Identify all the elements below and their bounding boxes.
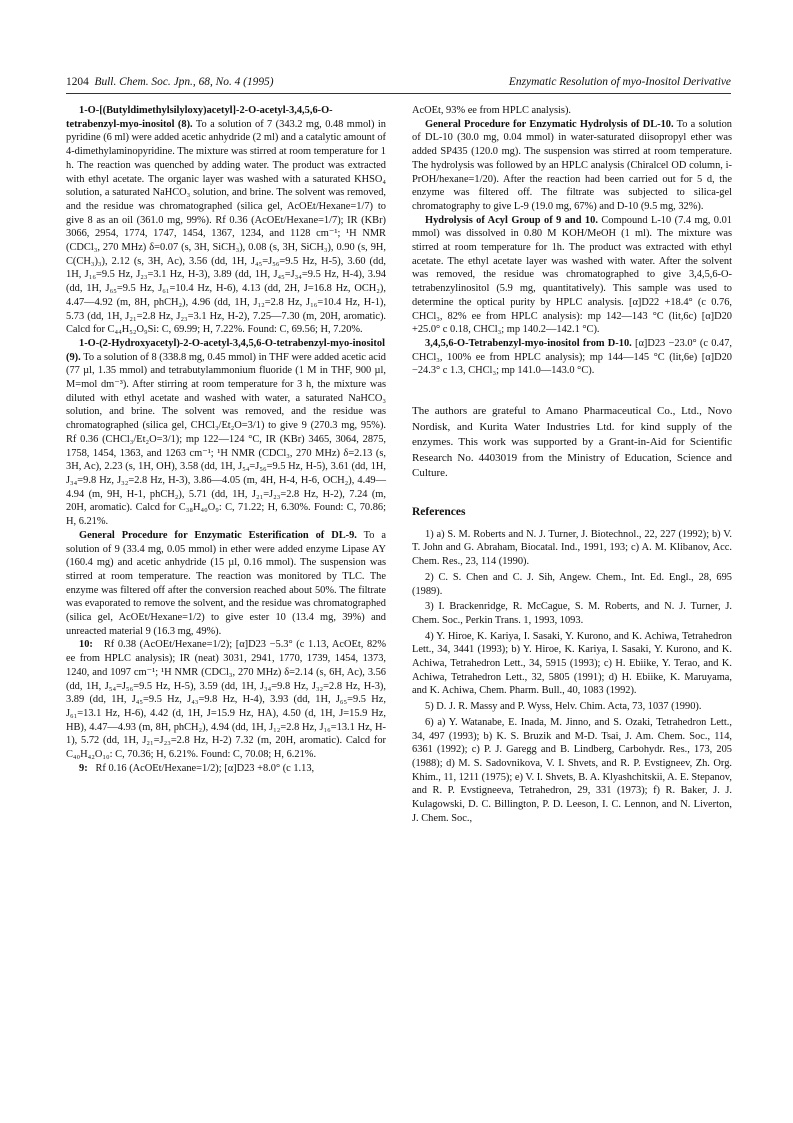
reference-item: 6) a) Y. Watanabe, E. Inada, M. Jinno, and S. Ozaki, Tetrahedron Lett., 34, 497 (1993); b) K. S. Bruzik and M-D. Tsai, J. Am. Chem. Soc., 114, 6361 (1992); c) P. J. Garegg and B. Lindberg, Carbohydr. Res., 173, 205 (1988); d) M. S. Sadovnikova, V. I. Shvets, and R. P. Evstigneev, Zh. Org. Khim., 11, 1211 (1975); e) V. I. Shvets, B. A. Klyashchitskii, A. E. Stepanov, and R. P. Evstigneeva, Tetrahedron, 29, 331 (1973); f) R. Baker, J. J. Kulagowski, D. C. Billington, P. D. Leeson, I. C. Lennon, and N. Liverton, J. Chem. Soc., — [412, 716, 732, 824]
reference-item: 5) D. J. R. Massy and P. Wyss, Helv. Chim. Acta, 73, 1037 (1990). — [425, 701, 702, 713]
paragraph-esterification — [66, 529, 386, 639]
body-compound-9: To a solution of 8 (338.8 mg, 0.45 mmol) in THF were added acetic acid (77 µl, 1.35 mmol) and tetrabutylammonium fluoride (1 M in THF, 900 µl, M=mol dm⁻³). After stirring at room temperature for 3 h, the mixture was diluted with ethyl acetate and washed with water, a saturated NaHCO₃ solution, and brine. The solvent was removed, and the residue was chromatographed (silica gel, CHCl₃/Et₂O=3/1) to give 9 (270.3 mg, 95%). Rf 0.36 (CHCl₃/Et₂O=3/1); mp 122—124 °C, IR (KBr) 3465, 3064, 2875, 1758, 1454, 1363, and 1263 cm⁻¹; ¹H NMR (CDCl₃, 270 MHz) δ=2.13 (s, 3H, Ac), 2.23 (s, 1H, OH), 3.58 (dd, 1H, J₅₄=J₅₆=9.5 Hz, H-5), 3.61 (dd, 1H, J₃₄=9.8 Hz, J₃₂=2.8 Hz, H-3), 3.86—4.05 (m, 4H, H-4, H-6, OCH₂), 4.49—4.94 (m, 9H, H-1, phCH₂), 5.71 (dd, 1H, J₂₁=J₂₃=2.8 Hz, H-2), 7.24 (m, 20H, aromatic). Calcd for C₃₈H₄₀O₉: C, 71.22; H, 6.30%. Found: C, 70.86; H, 6.21%. — [66, 351, 386, 528]
body-tetrabenzyl: [α]D23 −23.0° (c 0.47, CHCl₃, 100% ee from HPLC analysis); mp 144—145 °C (lit,6e) [α]D20 −24.3° c 1.3, CHCl₃; mp 141.0—143.0 °C). — [412, 337, 732, 377]
paragraph-compound-9 — [66, 337, 386, 529]
body-compound-8: To a solution of 7 (343.2 mg, 0.48 mmol) in pyridine (6 ml) were added acetic anhydride (2 ml) and a catalytic amount of 4-dimethylaminopyridine. The mixture was stirred at room temperature for 1 h. The reaction was quenched by adding water. The product was extracted with ethyl acetate. The organic layer was washed with a saturated KHSO₄ solution, a saturated NaHCO₃ solution, and brine. The solvent was removed, and the residue was chromatographed (silica gel, AcOEt/Hexane=1/7) to give 8 as an oil (361.0 mg, 99%). Rf 0.36 (AcOEt/Hexane=1/7); IR (KBr) 3066, 2954, 1774, 1747, 1454, 1367, 1234, and 1128 cm⁻¹; ¹H NMR (CDCl₃, 270 MHz) δ=0.07 (s, 3H, SiCH₃), 0.08 (s, 3H, SiCH₃), 0.90 (s, 9H, C(CH₃)₃), 2.12 (s, 3H, Ac), 3.56 (dd, 1H, J₄₅=J₅₆=9.5 Hz, H-5), 3.60 (dd, 1H, J₁₆=9.5 Hz, J₂₃=3.1 Hz, H-3), 3.89 (dd, 1H, J₄₅=J₃₄=9.5 Hz, H-4), 3.94 (dd, 1H, J₆₅=9.5 Hz, J₆₁=10.4 Hz, H-6), 4.13 (dd, 2H, J=16.8 Hz, OCH₂), 4.47—4.92 (m, 8H, phCH₂), 4.96 (dd, 1H, J₁₂=2.8 Hz, J₁₆=10.4 Hz, H-1), 5.73 (dd, 1H, J₂₁=2.8 Hz, J₂₃=3.1 Hz, H-2), 7.25—7.30 (m, 20H, aromatic). Calcd for C₄₄H₅₂O₉Si: C, 69.99; H, 7.22%. Found: C, 69.56; H, 7.20%. — [66, 118, 386, 336]
paragraph-hydrolysis — [412, 118, 732, 214]
heading-esterification: General Procedure for Enzymatic Esterification of DL-9. — [79, 529, 357, 541]
paragraph-continuation: AcOEt, 93% ee from HPLC analysis). — [412, 105, 572, 116]
body-material-9: Rf 0.16 (AcOEt/Hexane=1/2); [α]D23 +8.0° (c 1.13, — [95, 762, 315, 774]
heading-ester-10: 10: — [79, 639, 93, 651]
reference-item: 3) I. Brackenridge, R. McCague, S. M. Roberts, and N. J. Turner, J. Chem. Soc., Perkin Trans. 1, 1993, 1093. — [412, 601, 732, 626]
body-hydrolysis: To a solution of DL-10 (30.0 mg, 0.04 mmol) in water-saturated diisopropyl ether was added SP435 (120.0 mg). The suspension was stirred at room temperature. The hydrolysis was followed by an HPLC analysis (Chiralcel OD column, i-PrOH/hexane=1/20). After the reaction had been carried out for 5 d, the enzyme was filtered off. The filtrate was subjected to silica-gel chromatography to give L-9 (19.0 mg, 67%) and D-10 (9.5 mg, 32%). — [412, 118, 733, 212]
paragraph-ester-10 — [66, 638, 386, 761]
running-header — [66, 74, 731, 90]
heading-hydrolysis: General Procedure for Enzymatic Hydrolysis of DL-10. — [425, 118, 674, 130]
body-esterification: To a solution of 9 (33.4 mg, 0.05 mmol) in ether were added enzyme Lipase AY (160.4 mg) and acetic anhydride (15 µl, 0.16 mmol). The suspension was stirred at room temperature. The reaction was monitored by TLC. The enzyme was filtered off after the conversion reached about 50%. The filtrate was evaporated to remove the solvent, and the residue was chromatographed (silica gel, AcOEt/Hexane=1/2) to give ester 10 (13.4 mg, 39%) and unreacted material 9 (16.3 mg, 49%). — [66, 529, 386, 637]
reference-item: 2) C. S. Chen and C. J. Sih, Angew. Chem., Int. Ed. Engl., 28, 695 (1989). — [412, 571, 732, 597]
reference-item: 4) Y. Hiroe, K. Kariya, I. Sasaki, Y. Kurono, and K. Achiwa, Tetrahedron Lett., 34, 3441 (1993); b) Y. Hiroe, K. Kariya, I. Sasaki, Y. Kurono, and K. Achiwa, Tetrahedron Lett., 34, 5915 (1993); c) H. Ebiike, Y. Terao, and K. Achiwa, Tetrahedron Lett., 32, 5805 (1991); d) H. Ebiike, K. Maruyama, and K. Achiwa, Chem. Pharm. Bull., 40, 1083 (1992). — [412, 630, 732, 697]
references-heading: References — [412, 506, 466, 519]
header-rule — [66, 93, 731, 94]
body-acyl-hydrolysis: Compound L-10 (7.4 mg, 0.01 mmol) was dissolved in 0.80 M KOH/MeOH (1 ml). The mixture was stirred at room temperature for 1h. The product was extracted with ethyl acetate. The ethyl acetate layer was washed with water. After the solvent was removed, the residue was chromatographed to give 3,4,5,6-O-tetrabenzylinositol (5.9 mg, quantitatively). This sample was used to determine the optical purity by HPLC analysis. [α]D22 +18.4° (c 0.76, CHCl₃, 82% ee from HPLC analysis): mp 142—143 °C (lit,6c) [α]D20 +25.0° c 0.18, CHCl₃; mp 140.2—142.1 °C). — [412, 214, 732, 336]
paragraph-compound-8 — [66, 104, 386, 337]
page-number: 1204 — [66, 76, 89, 88]
heading-tetrabenzyl: 3,4,5,6-O-Tetrabenzyl-myo-inositol from D-10. — [425, 337, 632, 349]
heading-acyl-hydrolysis: Hydrolysis of Acyl Group of 9 and 10. — [425, 214, 598, 226]
heading-compound-8: 1-O-[(Butyldimethylsilyloxy)acetyl]-2-O-acetyl-3,4,5,6-O-tetrabenzyl-myo-inositol (8). — [66, 105, 333, 130]
acknowledgment: The authors are grateful to Amano Pharmaceutical Co., Ltd., Novo Nordisk, and Kurita Water Industries Ltd. for kind supply of the enzymes. This work was supported by a Grant-in-Aid for Scientific Research No. 4403019 from the Ministry of Education, Science and Culture. — [412, 405, 732, 480]
left-column — [66, 104, 386, 775]
body-ester-10: Rf 0.38 (AcOEt/Hexane=1/2); [α]D23 −5.3° (c 1.13, AcOEt, 82% ee from HPLC analysis); IR (neat) 3031, 2941, 1770, 1739, 1454, 1373, 1240, and 1097 cm⁻¹; ¹H NMR (CDCl₃, 270 MHz) δ=2.14 (s, 6H, Ac), 3.56 (dd, 1H, J₅₄=J₅₆=9.5 Hz, H-5), 3.59 (dd, 1H, J₃₄=9.8 Hz, J₃₂=2.8 Hz, H-3), 3.89 (dd, 1H, J₄₅=9.5 Hz, J₄₃=9.8 Hz, H-4), 3.93 (dd, 1H, J₆₅=9.5 Hz, J₆₁=13.1 Hz, H-6), 4.42 (d, 1H, J=15.9 Hz, HA), 4.50 (d, 1H, J=15.9 Hz, HB), 4.47—4.93 (m, 8H, phCH₂), 4.94 (dd, 1H, J₁₂=2.8 Hz, J₁₆=13.1 Hz, H-1), 5.72 (dd, 1H, J₂₁=J₂₃=2.8 Hz, H-2) 7.32 (m, 20H, aromatic). Calcd for C₄₀H₄₂O₁₀: C, 70.36; H, 6.21%. Found: C, 70.08; H, 6.21%. — [66, 639, 387, 761]
paragraph-material-9 — [66, 762, 386, 776]
reference-item: 1) a) S. M. Roberts and N. J. Turner, J. Biotechnol., 22, 227 (1992); b) V. T. John and G. Abraham, Biocatal. Ind., 1991, 193; c) A. M. Klibanov, Acc. Chem. Res., 23, 114 (1990). — [412, 528, 732, 568]
journal-citation: Bull. Chem. Soc. Jpn., 68, No. 4 (1995) — [94, 76, 274, 88]
heading-material-9: 9: — [79, 762, 88, 774]
right-column — [412, 104, 732, 828]
paragraph-tetrabenzyl — [412, 337, 732, 378]
running-title: Enzymatic Resolution of myo-Inositol Derivative — [508, 76, 731, 88]
heading-compound-9: 1-O-(2-Hydroxyacetyl)-2-O-acetyl-3,4,5,6-O-tetrabenzyl-myo-inositol (9). — [66, 337, 385, 363]
header-left — [66, 74, 274, 90]
paragraph-acyl-hydrolysis — [412, 214, 732, 337]
